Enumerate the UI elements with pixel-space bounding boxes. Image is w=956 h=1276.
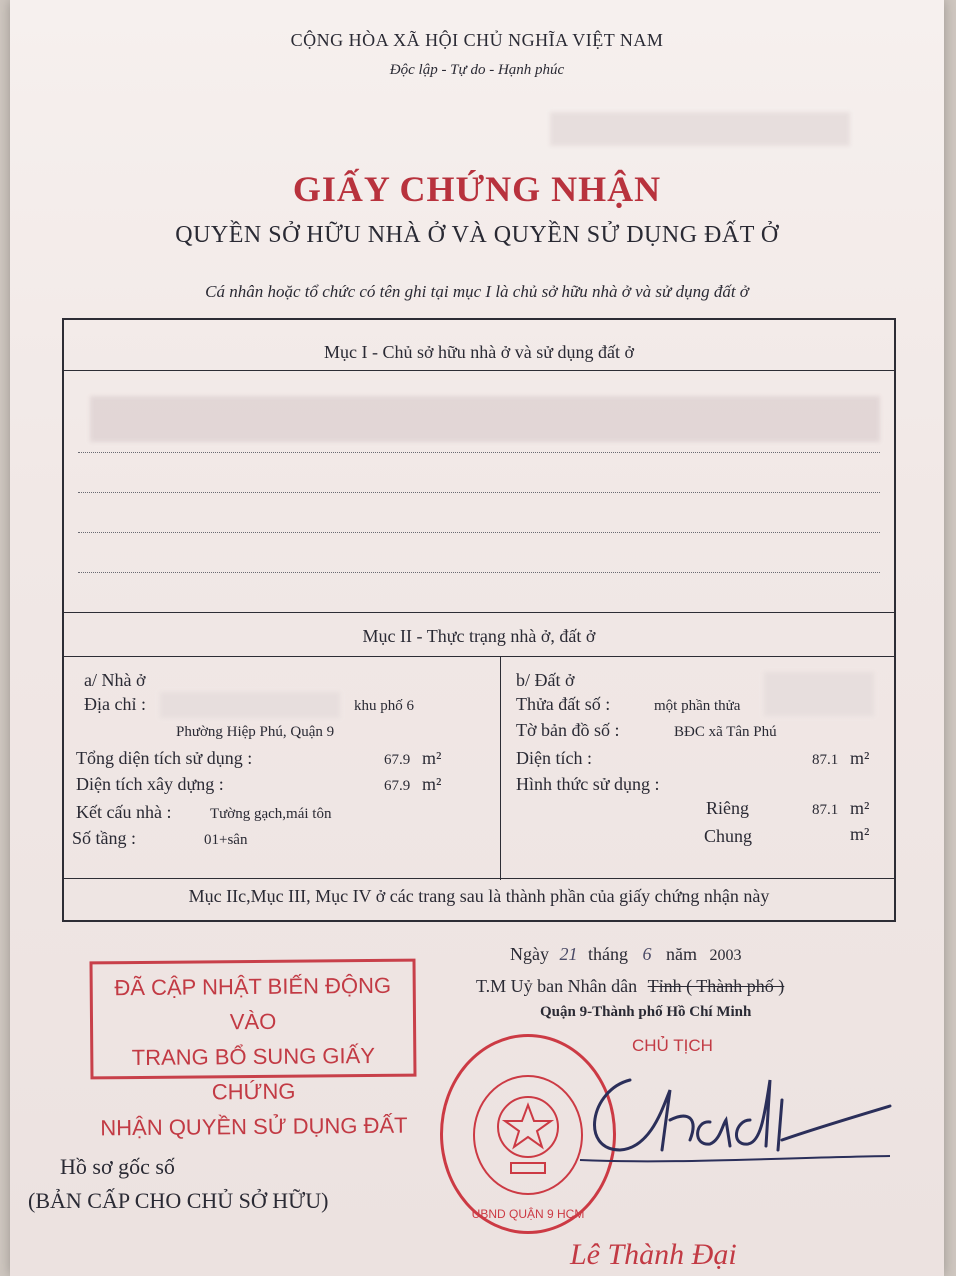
motto: Độc lập - Tự do - Hạnh phúc <box>389 62 565 78</box>
map-label: Tờ bản đồ số : <box>516 720 620 740</box>
authority-line2: Quận 9-Thành phố Hồ Chí Minh <box>540 1004 752 1020</box>
struck-text: Tỉnh ( Thành phố ) <box>647 976 785 996</box>
redacted-serial <box>550 112 850 146</box>
redacted-address <box>160 692 340 718</box>
address-value: khu phố 6 <box>354 698 414 714</box>
map-value: BĐC xã Tân Phú <box>674 724 777 740</box>
section1-heading: Mục I - Chủ sở hữu nhà ở và sử dụng đất ở <box>323 342 635 362</box>
certificate-table <box>62 318 896 922</box>
section2-heading: Mục II - Thực trạng nhà ở, đất ở <box>362 626 596 646</box>
update-stamp: ĐÃ CẬP NHẬT BIẾN ĐỘNG VÀO TRANG BỔ SUNG GIẤY CHỨNG NHẬN QUYỀN SỬ DỤNG ĐẤT <box>89 959 416 1080</box>
holder-note: Cá nhân hoặc tổ chức có tên ghi tại mục I là chủ sở hữu nhà ở và sử dụng đất ở <box>205 282 749 301</box>
year-label: năm <box>666 944 697 964</box>
private-label: Riêng <box>706 798 749 818</box>
signature <box>570 1060 900 1180</box>
year-value: 2003 <box>709 947 742 964</box>
month-value: 6 <box>642 944 652 964</box>
certificate-paper <box>10 0 944 1276</box>
house-heading: a/ Nhà ở <box>84 670 146 690</box>
total-area-label: Tổng diện tích sử dụng : <box>76 748 253 768</box>
day-value: 21 <box>559 944 578 964</box>
total-area-unit: m² <box>422 748 442 768</box>
redacted-plot <box>764 672 874 716</box>
seal-text: UBND QUẬN 9 HCM <box>471 1207 585 1221</box>
private-unit: m² <box>850 798 870 818</box>
build-area-label: Diện tích xây dựng : <box>76 774 224 794</box>
plot-label: Thửa đất số : <box>516 694 611 714</box>
floors-value: 01+sân <box>204 832 248 848</box>
usage-label: Hình thức sử dụng : <box>516 774 660 794</box>
build-area-value: 67.9 <box>384 778 411 794</box>
build-area-unit: m² <box>422 774 442 794</box>
document-title: GIẤY CHỨNG NHẬN <box>292 169 662 209</box>
private-value: 87.1 <box>812 802 839 818</box>
land-area-unit: m² <box>850 748 870 768</box>
structure-label: Kết cấu nhà : <box>76 802 172 822</box>
address-label: Địa chỉ : <box>84 694 146 714</box>
signer-name: Lê Thành Đại <box>570 1238 737 1271</box>
month-label: tháng <box>588 944 628 964</box>
day-label: Ngày <box>510 944 549 964</box>
total-area-value: 67.9 <box>384 752 411 768</box>
file-label: Hồ sơ gốc số <box>60 1154 175 1179</box>
plot-value: một phần thửa <box>654 698 741 714</box>
address-line2: Phường Hiệp Phú, Quận 9 <box>176 724 335 740</box>
land-area-label: Diện tích : <box>516 748 592 768</box>
land-area-value: 87.1 <box>812 752 839 768</box>
structure-value: Tường gạch,mái tôn <box>210 806 332 822</box>
land-heading: b/ Đất ở <box>516 670 575 690</box>
country-name: CỘNG HÒA XÃ HỘI CHỦ NGHĨA VIỆT NAM <box>290 30 664 50</box>
document-subtitle: QUYỀN SỞ HỮU NHÀ Ở VÀ QUYỀN SỬ DỤNG ĐẤT Ở <box>175 222 779 248</box>
floors-label: Số tầng : <box>72 828 137 848</box>
redacted-owner <box>90 396 880 442</box>
footer-note: Mục IIc,Mục III, Mục IV ở các trang sau là thành phần của giấy chứng nhận này <box>188 886 770 906</box>
shared-label: Chung <box>704 826 753 846</box>
date-line <box>510 944 742 965</box>
authority-line1: T.M Uỷ ban Nhân dân Tỉnh ( Thành phố ) <box>476 976 785 996</box>
chairman-title: CHỦ TỊCH <box>632 1036 713 1055</box>
shared-unit: m² <box>850 824 870 844</box>
star-emblem-icon <box>475 1077 581 1193</box>
copy-note: (BẢN CẤP CHO CHỦ SỞ HỮU) <box>28 1188 329 1213</box>
